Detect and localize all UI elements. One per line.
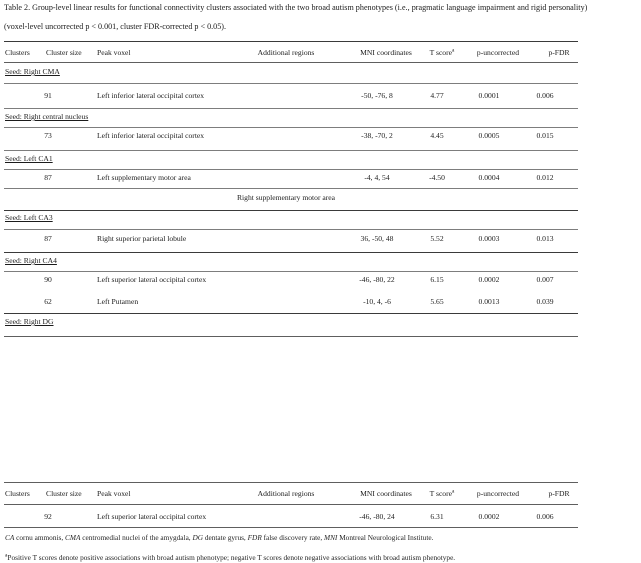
row-t-score: 5.65 [430,297,444,306]
row-t-score: 4.77 [430,91,444,100]
header-mni-coordinates: MNI coordinates [360,48,412,57]
section-rule-5 [4,169,578,170]
section-rule-8 [4,229,578,230]
seed-label-right-dg: Seed: Right DG [5,317,54,326]
abbreviation-term: DG [192,533,203,542]
seed-label-left-ca1: Seed: Left CA1 [5,154,53,163]
header-additional-regions: Additional regions [257,489,315,498]
row-p-fdr: 0.039 [536,297,554,306]
row-p-uncorrected: 0.0002 [478,512,500,521]
row-peak-voxel: Right superior parietal lobule [97,234,187,243]
bottom-table-bottom-rule [4,527,578,528]
row-peak-voxel: Left superior lateral occipital cortex [97,512,207,521]
footnote-text: Positive T scores denote positive associations with broad autism phenotype; negative T scores denote negative associations with broad autism phenotype. [7,553,456,562]
header-p-uncorrected: p-uncorrected [476,489,520,498]
row-mni: -4, 4, 54 [364,173,390,182]
section-rule-3 [4,127,578,128]
section-rule-7 [4,210,578,211]
row-t-score: 6.15 [430,275,444,284]
header-t-score-marker: a [452,47,455,54]
seed-label-left-ca3: Seed: Left CA3 [5,213,53,222]
header-mni-coordinates: MNI coordinates [360,489,412,498]
seed-label-right-cma: Seed: Right CMA [5,67,60,76]
row-p-uncorrected: 0.0001 [478,91,500,100]
section-rule-2 [4,108,578,109]
row-cluster-size: 73 [44,131,52,140]
section-rule-4 [4,150,578,151]
row-cluster-size: 62 [44,297,52,306]
abbreviation-definition: false discovery rate, [261,533,324,542]
row-mni: -46, -80, 24 [359,512,395,521]
row-mni: -10, 4, -6 [363,297,391,306]
header-peak-voxel: Peak voxel [97,489,131,498]
row-t-score: 5.52 [430,234,444,243]
row-p-uncorrected: 0.0013 [478,297,500,306]
row-mni: -38, -70, 2 [361,131,393,140]
footnote-t-score [5,553,455,562]
header-t-score [430,489,455,498]
row-p-fdr: 0.006 [536,512,554,521]
header-cluster-size: Cluster size [46,48,82,57]
abbreviation-definition: dentate gyrus, [203,533,248,542]
row-cluster-size: 92 [44,512,52,521]
row-p-uncorrected: 0.0004 [478,173,500,182]
abbreviation-definition: centromedial nuclei of the amygdala, [80,533,193,542]
header-cluster-size: Cluster size [46,489,82,498]
row-mni: -46, -80, 22 [359,275,395,284]
header-t-score-marker: a [452,488,455,495]
header-p-uncorrected: p-uncorrected [476,48,520,57]
seed-label-right-ca4: Seed: Right CA4 [5,256,57,265]
section-rule-6 [4,188,578,189]
abbreviation-term: FDR [247,533,262,542]
row-peak-voxel: Left inferior lateral occipital cortex [97,91,205,100]
header-t-score-label: T score [429,48,453,57]
abbreviation-term: CMA [65,533,81,542]
top-table-bottom-rule [4,336,578,337]
header-clusters: Clusters [5,489,30,498]
bottom-header-rule [4,504,578,505]
row-mni: 36, -50, 48 [360,234,394,243]
abbreviation-term: MNI [323,533,338,542]
row-peak-voxel: Left supplementary motor area [97,173,191,182]
row-peak-voxel: Left inferior lateral occipital cortex [97,131,205,140]
seed-label-right-central-nucleus: Seed: Right central nucleus [5,112,89,121]
row-p-uncorrected: 0.0002 [478,275,500,284]
table-caption-line2: (voxel-level uncorrected p < 0.001, cluster FDR-corrected p < 0.05). [4,22,226,31]
header-p-fdr: p-FDR [548,489,570,498]
abbreviation-definition: Montreal Neurological Institute. [337,533,434,542]
footnote-marker: a [5,552,8,559]
row-p-fdr: 0.006 [536,91,554,100]
section-rule-9 [4,252,578,253]
header-peak-voxel: Peak voxel [97,48,131,57]
header-bottom-rule [4,62,578,63]
row-cluster-size: 87 [44,173,52,182]
top-table-top-rule [4,41,578,42]
row-p-uncorrected: 0.0003 [478,234,500,243]
bottom-table-top-rule [4,482,578,483]
abbreviation-definition: cornu ammonis, [14,533,65,542]
row-p-fdr: 0.007 [536,275,554,284]
header-t-score [430,48,455,57]
row-p-fdr: 0.012 [536,173,554,182]
row-p-fdr: 0.013 [536,234,554,243]
row-t-score: 6.31 [430,512,444,521]
table-caption-line1: Table 2. Group-level linear results for functional connectivity clusters associated with the two broad autism phenotypes (i.e., pragmatic language impairment and rigid personality) [4,3,588,12]
row-cluster-size: 87 [44,234,52,243]
row-cluster-size: 91 [44,91,52,100]
header-clusters: Clusters [5,48,30,57]
header-additional-regions: Additional regions [257,48,315,57]
footnote-abbreviations [5,533,433,542]
header-p-fdr: p-FDR [548,48,570,57]
header-t-score-label: T score [429,489,453,498]
section-rule-10 [4,271,578,272]
section-rule-1 [4,83,578,84]
row-peak-voxel: Left superior lateral occipital cortex [97,275,207,284]
section-rule-11 [4,313,578,314]
row-additional-regions: Right supplementary motor area [236,193,336,202]
row-peak-voxel: Left Putamen [97,297,139,306]
abbreviation-term: CA [5,533,15,542]
row-t-score: -4.50 [429,173,445,182]
row-p-fdr: 0.015 [536,131,554,140]
row-cluster-size: 90 [44,275,52,284]
row-p-uncorrected: 0.0005 [478,131,500,140]
row-mni: -50, -76, 8 [361,91,393,100]
row-t-score: 4.45 [430,131,444,140]
